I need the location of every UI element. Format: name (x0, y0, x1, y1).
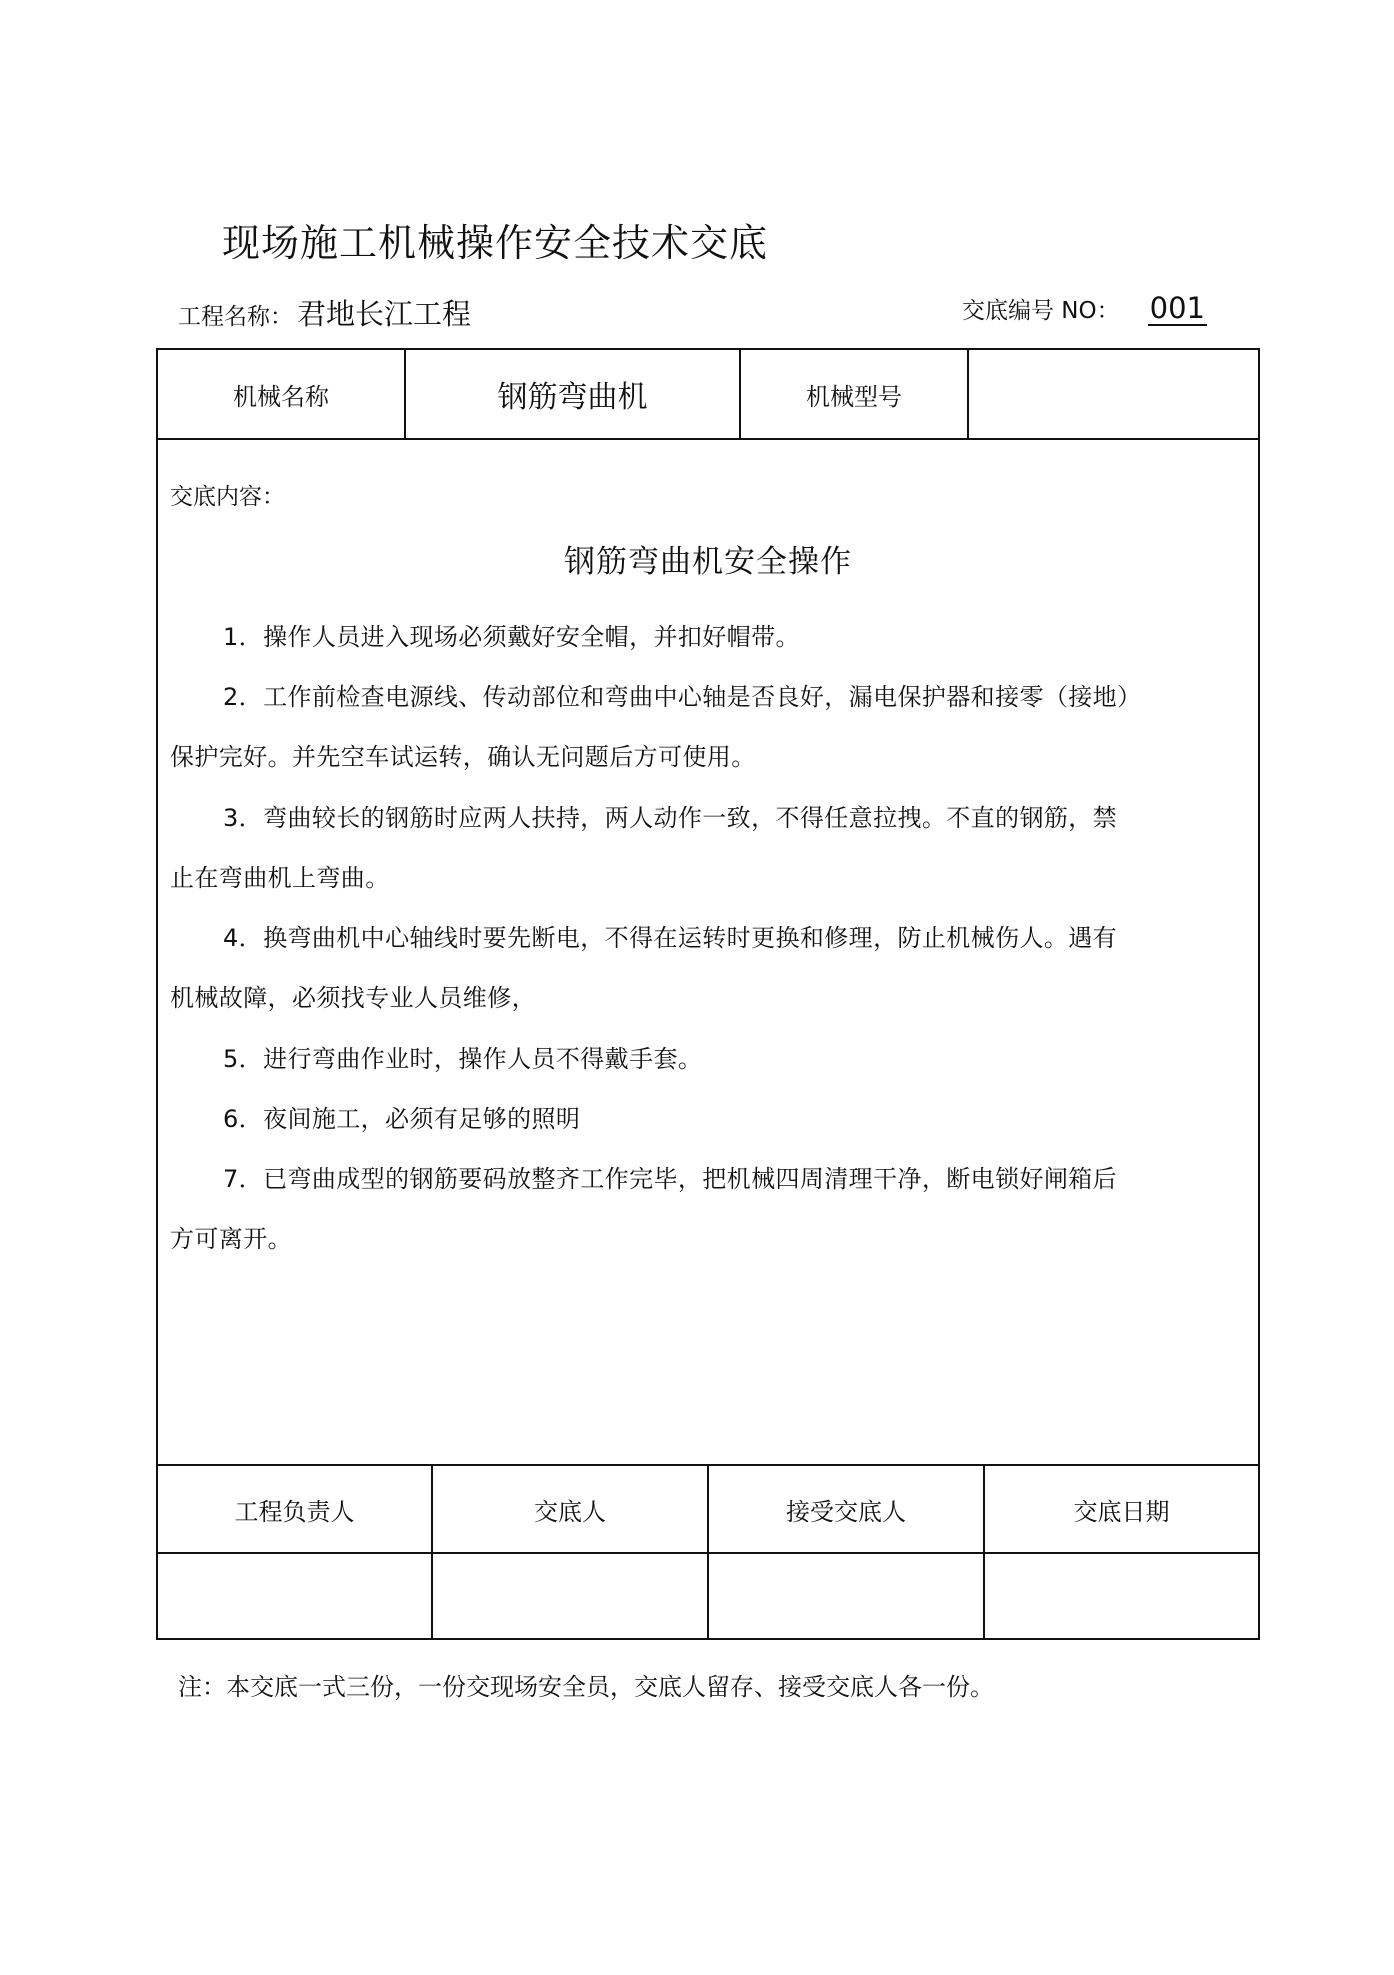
content-line: 方可离开。 (170, 1225, 292, 1253)
content-line: 1．操作人员进入现场必须戴好安全帽，并扣好帽带。 (223, 623, 800, 651)
content-line: 机械故障，必须找专业人员维修， (170, 984, 536, 1012)
machine-name-label: 机械名称 (233, 382, 329, 411)
content-heading: 钢筋弯曲机安全操作 (564, 544, 852, 580)
content-line: 7．已弯曲成型的钢筋要码放整齐工作完毕，把机械四周清理干净，断电锁好闸箱后 (223, 1165, 1118, 1193)
content-line: 止在弯曲机上弯曲。 (170, 864, 390, 892)
project-name-label: 工程名称： (178, 304, 293, 330)
machine-model-value (969, 350, 1258, 438)
machine-row-divider (156, 438, 1260, 440)
signature-header-recipient: 接受交底人 (786, 1497, 906, 1526)
signature-value-recipient (709, 1554, 983, 1638)
signature-value-briefer (433, 1554, 707, 1638)
content-line: 2．工作前检查电源线、传动部位和弯曲中心轴是否良好，漏电保护器和接零（接地） (223, 683, 1142, 711)
content-line: 3．弯曲较长的钢筋时应两人扶持，两人动作一致，不得任意拉拽。不直的钢筋，禁 (223, 804, 1118, 832)
content-line: 4．换弯曲机中心轴线时要先断电，不得在运转时更换和修理，防止机械伤人。遇有 (223, 924, 1118, 952)
project-name-value: 君地长江工程 (297, 297, 472, 331)
document-title: 现场施工机械操作安全技术交底 (222, 221, 769, 265)
machine-name-value: 钢筋弯曲机 (497, 380, 648, 415)
content-line: 6．夜间施工，必须有足够的照明 (223, 1105, 581, 1133)
signature-value-date (985, 1554, 1258, 1638)
content-label: 交底内容： (170, 484, 285, 510)
signature-value-project-lead (158, 1554, 431, 1638)
document-number-row (962, 292, 1207, 326)
content-line: 5．进行弯曲作业时，操作人员不得戴手套。 (223, 1045, 703, 1073)
document-number-value: 001 (1149, 291, 1205, 325)
machine-model-label: 机械型号 (806, 382, 902, 411)
document-number-label: 交底编号 NO： (962, 298, 1120, 324)
project-name-row (178, 292, 471, 333)
footnote: 注：本交底一式三份，一份交现场安全员，交底人留存、接受交底人各一份。 (178, 1673, 994, 1701)
content-line: 保护完好。并先空车试运转，确认无问题后方可使用。 (170, 743, 756, 771)
signature-header-date: 交底日期 (1073, 1497, 1170, 1526)
signature-header-project-lead: 工程负责人 (234, 1497, 355, 1526)
signature-header-briefer: 交底人 (534, 1497, 606, 1526)
